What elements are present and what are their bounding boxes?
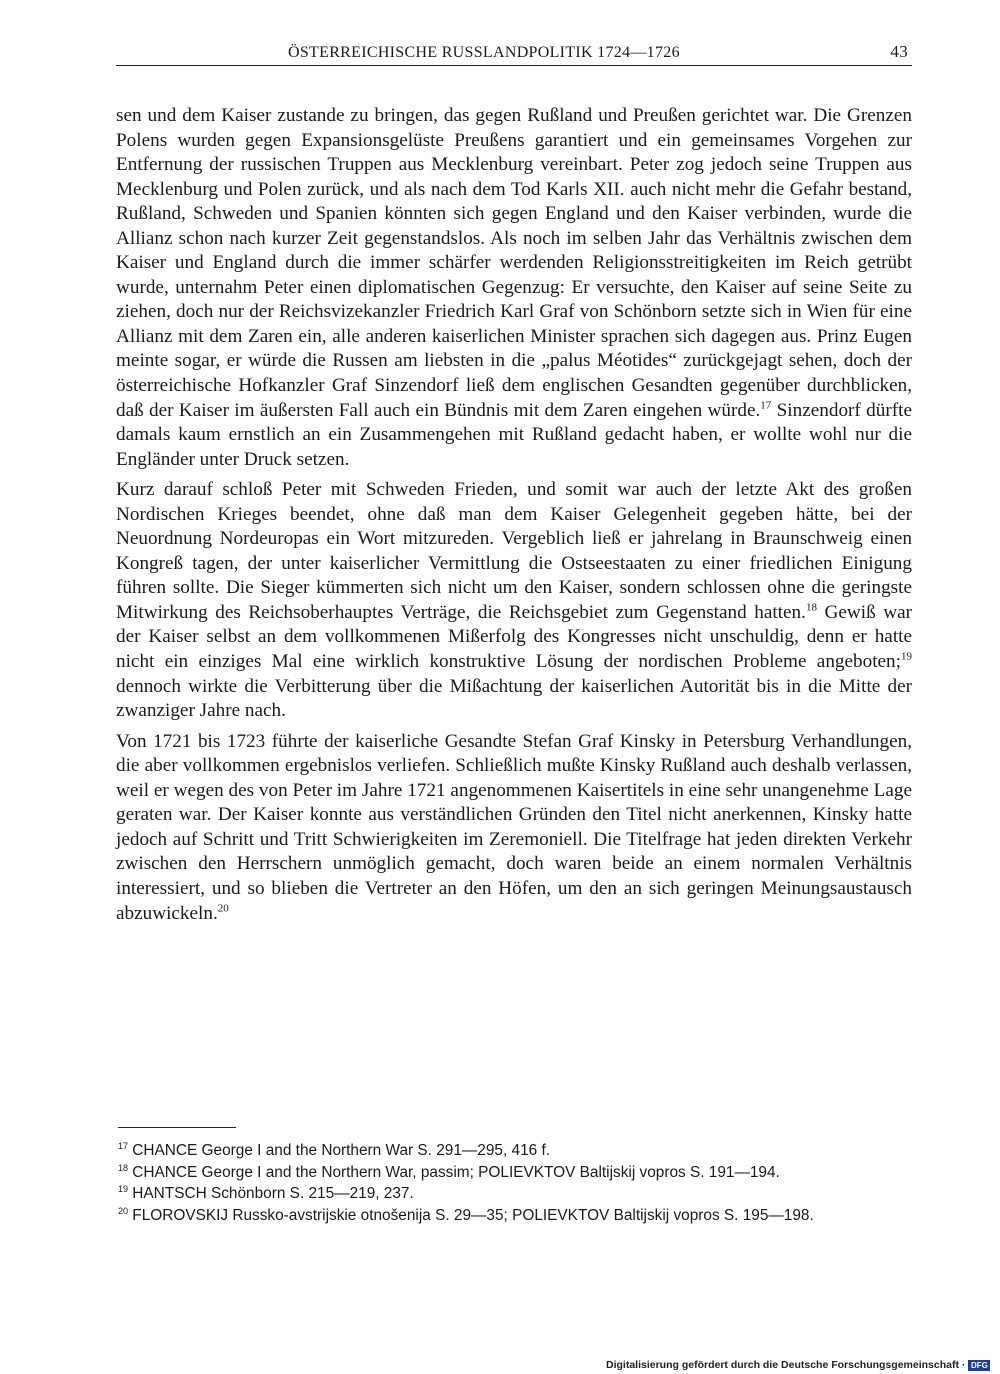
running-title: ÖSTERREICHISCHE RUSSLANDPOLITIK 1724—1726 — [288, 44, 680, 61]
paragraph-3: Von 1721 bis 1723 führte der kaiserliche Gesandte Stefan Graf Kinsky in Petersburg Verhandlungen, die aber vollkommen ergebnislos verliefen. Schließlich mußte Kinsky Rußland auch deshalb verlassen, weil er wegen des von Peter im Jahre 1721 angenommenen Kaisertitels in eine sehr unangenehme Lage geraten war. Der Kaiser konnte aus verständlichen Gründen den Titel nicht anerkennen, Kinsky hatte jedoch auf Schritt und Tritt Schwierigkeiten im Zeremoniell. Die Titelfrage hat jeden direkten Verkehr zwischen den Herrschern unmöglich gemacht, doch waren beide an einem normalen Verhältnis interessiert, und so blieben die Vertreter an den Höfen, um den an sich geringen Meinungsaustausch abzuwickeln.$^{20}$ — [116, 730, 912, 924]
footnote-ref-19: 19 — [901, 650, 912, 663]
digitization-credit — [606, 1358, 990, 1372]
header-rule — [116, 65, 912, 66]
footnote-17: $^{17}$ CHANCE George I and the Northern War S. 291—295, 416 f. — [118, 1141, 551, 1160]
footnote-18: $^{18}$ CHANCE George I and the Northern War, passim; POLIEVKTOV Baltijskij vopros S. 191—194. — [118, 1162, 780, 1181]
footnote-ref-17: 17 — [760, 399, 772, 412]
body-text — [116, 104, 912, 932]
paragraph-1: sen und dem Kaiser zustande zu bringen, das gegen Rußland und Preußen gerichtet war. Die Grenzen Polens wurden gegen Expansionsgelüste Preußens garantiert und ein gemeinsames Vorgehen zur Entfernung der russischen Truppen aus Mecklenburg vereinbart. Peter zog jedoch seine Truppen aus Mecklenburg und Polen zurück, und als nach dem Tod Karls XII. auch nicht mehr die Gefahr bestand, Rußland, Schweden und Spanien könnten sich gegen England und den Kaiser verbinden, wurde die Allianz schon nach kurzer Zeit gegenstandslos. Als noch im selben Jahr das Verhältnis zwischen dem Kaiser und England durch die immer schärfer werdenden Religionsstreitigkeiten im Reich getrübt wurde, unternahm Peter einen diplomatischen Gegenzug: Er versuchte, den Kaiser auf seine Seite zu ziehen, doch nur der Reichsvizekanzler Friedrich Karl Graf von Schönborn setzte sich in Wien für eine Allianz mit dem Zaren ein, alle anderen kaiserlichen Minister sprachen sich dagegen aus. Prinz Eugen meinte sogar, er würde die Russen am liebsten in die „palus Méotides“ zurückgejagt sehen, doch der österreichische Hofkanzler Graf Sinzendorf ließ dem englischen Gesandten gegenüber durchblicken, daß der Kaiser im äußersten Fall auch ein Bündnis mit dem Zaren eingehen würde.$^{17}$ Sinzendorf dürfte damals kaum ernstlich an ein Zusammengehen mit Rußland gedacht haben, er wollte wohl nur die Engländer unter Druck setzen. — [116, 105, 912, 470]
footnote-20: $^{20}$ FLOROVSKIJ Russko-avstrijskie otnošenija S. 29—35; POLIEVKTOV Baltijskij vopros S. 195—198. — [118, 1205, 814, 1224]
page-number: 43 — [890, 42, 908, 61]
footnote-ref-20: 20 — [217, 902, 229, 915]
footnote-19: $^{19}$ HANTSCH Schönborn S. 215—219, 237. — [118, 1184, 414, 1203]
footnote-rule — [118, 1127, 236, 1128]
dfg-logo: DFG — [968, 1360, 990, 1371]
footnote-ref-18: 18 — [805, 601, 817, 614]
running-header — [116, 40, 912, 66]
footnotes — [118, 1138, 912, 1224]
digitization-credit-text: Digitalisierung gefördert durch die Deutsche Forschungsgemeinschaft · — [606, 1359, 966, 1371]
paragraph-2: Kurz darauf schloß Peter mit Schweden Frieden, und somit war auch der letzte Akt des großen Nordischen Krieges beendet, ohne daß man dem Kaiser Gelegenheit gegeben hätte, bei der Neuordnung Nordeuropas ein Wort mitzureden. Vergeblich ließ er jahrelang in Braunschweig einen Kongreß tagen, der unter kaiserlicher Vermittlung die Ostseestaaten zu einer friedlichen Einigung führen sollte. Die Sieger kümmerten sich nicht um den Kaiser, sondern schlossen ohne die geringste Mitwirkung des Reichsoberhauptes Verträge, die Reichsgebiet zum Gegenstand hatten.$^{18}$ Gewiß war der Kaiser selbst an dem vollkommenen Mißerfolg des Kongresses nicht unschuldig, denn er hatte nicht ein einziges Mal eine wirklich konstruktive Lösung der nordischen Probleme angeboten;$^{19}$ dennoch wirkte die Verbitterung über die Mißachtung der kaiserlichen Autorität bis in die Mitte der zwanziger Jahre nach. — [116, 479, 912, 722]
